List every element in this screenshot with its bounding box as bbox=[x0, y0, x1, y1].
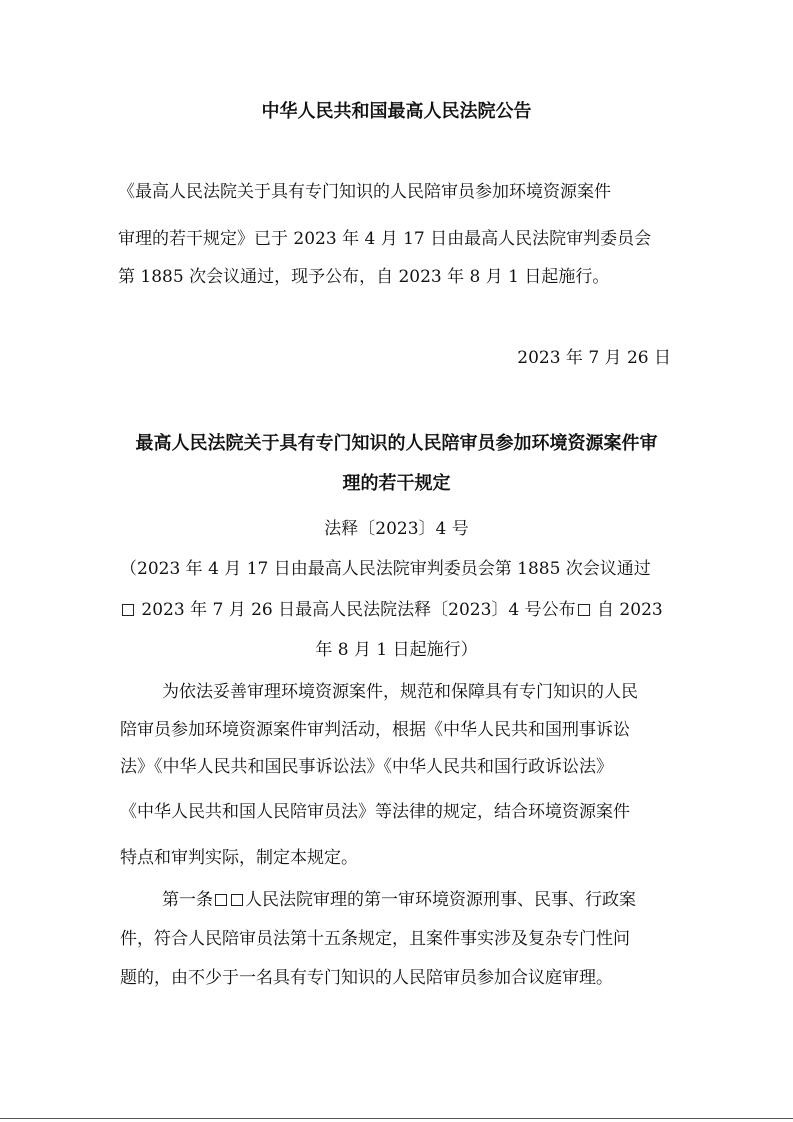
regulation-title-line2: 理的若干规定 bbox=[342, 473, 451, 494]
notice-title: 中华人民共和国最高人民法院公告 bbox=[261, 101, 532, 122]
history-line3: 年 8 月 1 日起施行） bbox=[315, 640, 478, 660]
regulation-doc-number: 法释〔2023〕4 号 bbox=[324, 519, 469, 539]
page-bottom-rule bbox=[0, 1118, 793, 1119]
article-1-line: 件，符合人民陪审员法第十五条规定，且案件事实涉及复杂专门性问 bbox=[120, 929, 630, 949]
placeholder-box-icon bbox=[122, 604, 134, 616]
notice-body-line: 第 1885 次会议通过，现予公布，自 2023 年 8 月 1 日起施行。 bbox=[118, 267, 610, 287]
history-line1: （2023 年 4 月 17 日由最高人民法院审判委员会第 1885 次会议通过 bbox=[120, 559, 651, 579]
history-line2-text-a: 2023 年 7 月 26 日最高人民法院法释〔2023〕4 号公布 bbox=[141, 600, 576, 620]
history-line2-text-b: 自 2023 bbox=[597, 600, 663, 620]
preamble-line: 法》《中华人民共和国民事诉讼法》《中华人民共和国行政诉讼法》 bbox=[120, 757, 613, 777]
regulation-title-line1: 最高人民法院关于具有专门知识的人民陪审员参加环境资源案件审 bbox=[135, 433, 658, 454]
preamble-line: 《中华人民共和国人民陪审员法》等法律的规定，结合环境资源案件 bbox=[120, 802, 630, 822]
article-1-line1 bbox=[162, 888, 636, 912]
history-line2 bbox=[120, 598, 663, 622]
placeholder-box-icon bbox=[231, 894, 243, 906]
placeholder-box-icon bbox=[215, 894, 227, 906]
article-1-text: 人民法院审理的第一审环境资源刑事、民事、行政案 bbox=[245, 890, 636, 910]
notice-body-line: 《最高人民法院关于具有专门知识的人民陪审员参加环境资源案件 bbox=[118, 182, 611, 202]
placeholder-box-icon bbox=[578, 604, 590, 616]
notice-date: 2023 年 7 月 26 日 bbox=[517, 348, 671, 368]
article-1-line: 题的，由不少于一名具有专门知识的人民陪审员参加合议庭审理。 bbox=[120, 968, 613, 988]
notice-body-line: 审理的若干规定》已于 2023 年 4 月 17 日由最高人民法院审判委员会 bbox=[118, 229, 652, 249]
preamble-line: 陪审员参加环境资源案件审判活动，根据《中华人民共和国刑事诉讼 bbox=[120, 720, 630, 740]
preamble-line: 特点和审判实际，制定本规定。 bbox=[120, 848, 358, 868]
preamble-line: 为依法妥善审理环境资源案件，规范和保障具有专门知识的人民 bbox=[162, 682, 638, 702]
article-1-heading: 第一条 bbox=[162, 890, 213, 910]
